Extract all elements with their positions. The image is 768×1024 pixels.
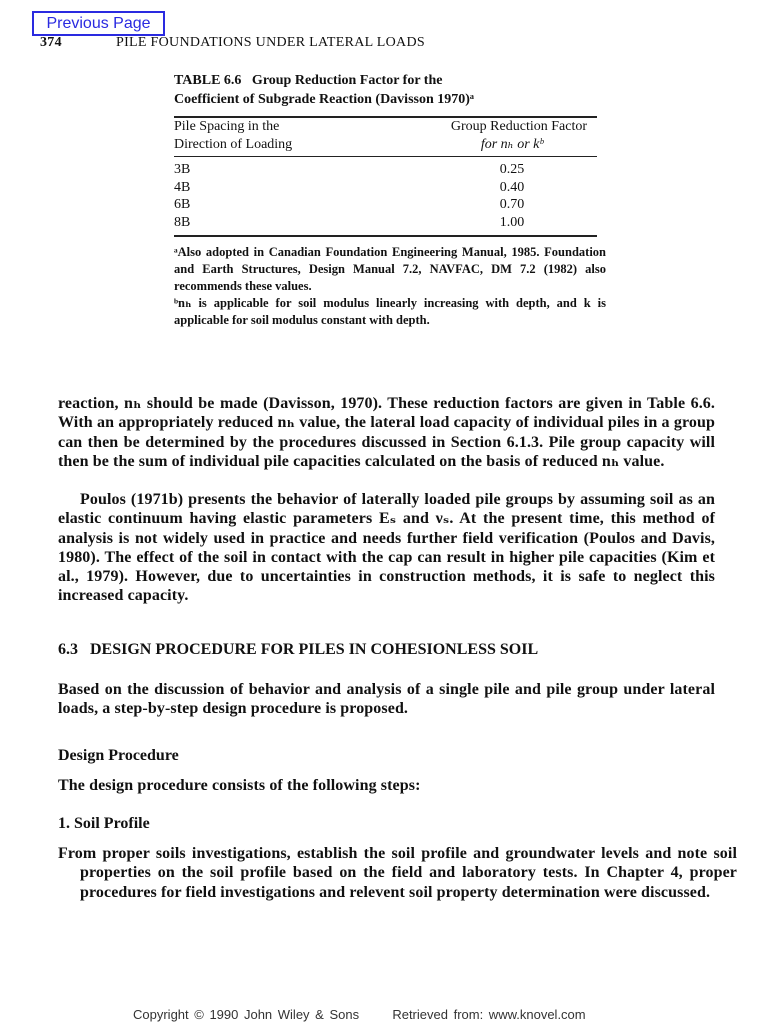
col2-header-line2: for nₕ or kᵇ (480, 136, 544, 152)
paragraph-steps-intro: The design procedure consists of the following steps: (58, 777, 421, 794)
table-header (174, 118, 597, 153)
table-body (174, 161, 597, 231)
table-header-rule (174, 156, 597, 157)
factor-cell: 0.25 (499, 162, 525, 177)
paragraph-poulos: Poulos (1971b) presents the behavior of laterally loaded pile groups by assuming soil as an elastic continuum having elastic parameters Eₛ and νₛ. At the present time, this method of analysis is not widely used in practice and needs further field verification (Poulos and Davis, 1980). The effect of the soil in contact with the cap can result in higher pile capacities (Kim et al., 1979). However, due to uncertainties in construction methods, it is safe to neglect this increased capacity. (58, 491, 715, 605)
spacing-cell: 8B (174, 214, 191, 230)
table-footnotes (174, 244, 606, 329)
table-caption-line1: TABLE 6.6 Group Reduction Factor for the (174, 73, 443, 88)
footnote-a: ᵃAlso adopted in Canadian Foundation Engineering Manual, 1985. Foundation and Earth Structures, Design Manual 7.2, NAVFAC, DM 7.2 (1982) also recommends these values. (174, 245, 606, 293)
previous-page-link[interactable]: Previous Page (32, 11, 165, 36)
factor-cell: 0.70 (499, 197, 525, 212)
running-title: PILE FOUNDATIONS UNDER LATERAL LOADS (116, 35, 425, 50)
spacing-cell: 6B (174, 197, 191, 212)
retrieved-from-text: Retrieved from: www.knovel.com (392, 1007, 586, 1022)
col2-header-line1: Group Reduction Factor (450, 119, 587, 134)
table-bottom-rule (174, 235, 597, 237)
table-row (174, 214, 597, 232)
footer (133, 1007, 586, 1022)
subheading-design-procedure: Design Procedure (58, 747, 179, 764)
page-number: 374 (40, 35, 62, 50)
step1-heading: 1. Soil Profile (58, 815, 150, 832)
step1-text: From proper soils investigations, establish the soil profile and groundwater levels and note soil properties on the soil profile based on the field and laboratory tests. In Chapter 4, proper procedures for field investigations and relevent soil property determination were discussed. (58, 845, 737, 901)
section-heading: 6.3 DESIGN PROCEDURE FOR PILES IN COHESIONLESS SOIL (58, 641, 539, 658)
footnote-b: ᵇnₕ is applicable for soil modulus linearly increasing with depth, and k is applicable for soil modulus constant with depth. (174, 296, 606, 327)
col1-header-line1: Pile Spacing in the (174, 119, 280, 134)
table-row (174, 179, 597, 197)
spacing-cell: 4B (174, 179, 191, 195)
copyright-text: Copyright © 1990 John Wiley & Sons (133, 1007, 360, 1022)
factor-cell: 1.00 (499, 214, 525, 230)
table-row (174, 196, 597, 214)
paragraph-reaction: reaction, nₕ should be made (Davisson, 1970). These reduction factors are given in Table 6.6. With an appropriately reduced nₕ value, the lateral load capacity of individual piles in a group can then be determined by the procedures discussed in Section 6.1.3. Pile group capacity will then be the sum of individual pile capacities calculated on the basis of reduced nₕ value. (58, 395, 715, 470)
factor-cell: 0.40 (499, 179, 525, 195)
table-caption-line2: Coefficient of Subgrade Reaction (Davisson 1970)ᵃ (174, 92, 475, 107)
paragraph-based-on: Based on the discussion of behavior and analysis of a single pile and pile group under lateral loads, a step-by-step design procedure is proposed. (58, 681, 715, 718)
table-row (174, 161, 597, 179)
table-caption (174, 71, 474, 109)
col1-header-line2: Direction of Loading (174, 136, 293, 152)
spacing-cell: 3B (174, 162, 191, 177)
